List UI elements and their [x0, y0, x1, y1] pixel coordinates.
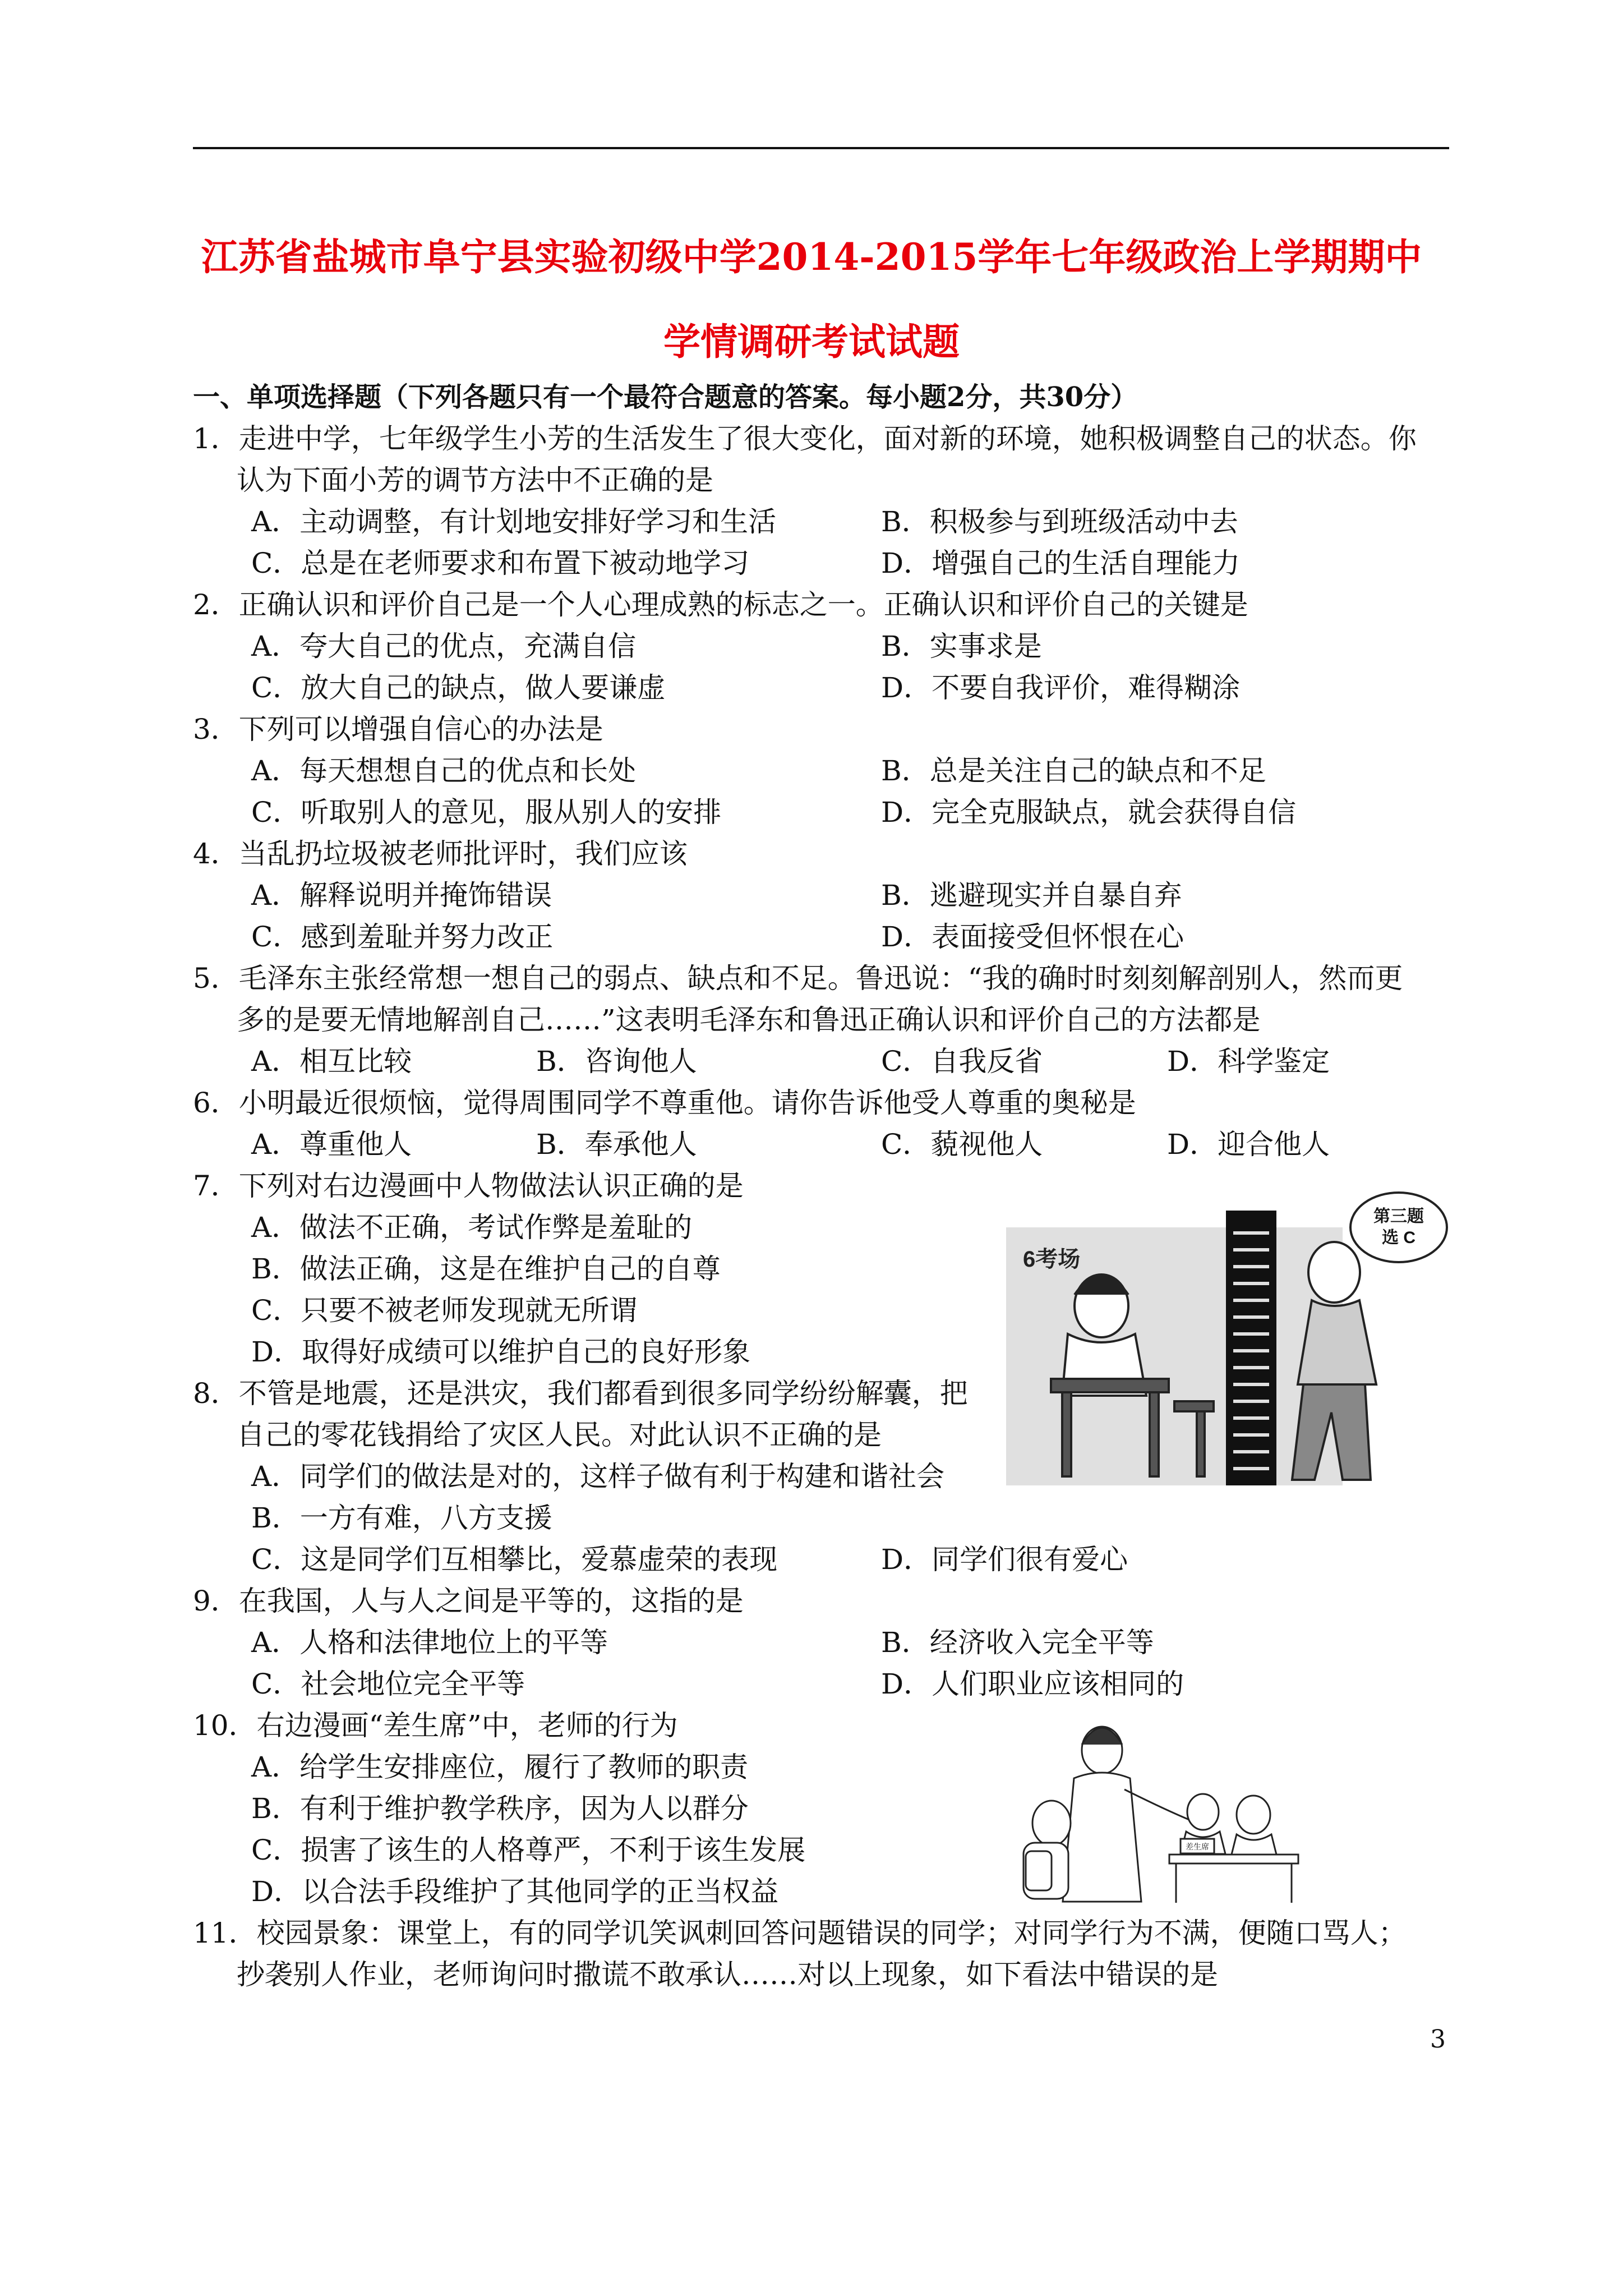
q9-option-c: C．社会地位完全平等 [251, 1668, 525, 1700]
q6-option-b: B．奉承他人 [536, 1128, 697, 1161]
speech-bubble-line-1: 第三题 [1373, 1207, 1424, 1226]
q1-option-c: C．总是在老师要求和布置下被动地学习 [251, 547, 750, 579]
question-8-stem: 8．不管是地震，还是洪灾，我们都看到很多同学纷纷解囊，把 [193, 1377, 968, 1410]
question-2-stem: 2．正确认识和评价自己是一个人心理成熟的标志之一。正确认识和评价自己的关键是 [193, 588, 1248, 621]
question-7-stem: 7．下列对右边漫画中人物做法认识正确的是 [193, 1170, 744, 1202]
q8-option-d: D．同学们很有爱心 [881, 1543, 1128, 1576]
q8-option-a: A．同学们的做法是对的，这样子做有利于构建和谐社会 [251, 1460, 945, 1493]
speech-bubble [1350, 1193, 1447, 1262]
wall-pattern [1233, 1233, 1269, 1469]
q1-option-a: A．主动调整，有计划地安排好学习和生活 [251, 505, 777, 538]
q5-option-a: A．相互比较 [251, 1045, 412, 1078]
question-11-stem: 11．校园景象：课堂上，有的同学讥笑讽刺回答问题错误的同学；对同学行为不满，便随口骂人； [193, 1917, 1407, 1949]
q10-option-b: B．有利于维护教学秩序，因为人以群分 [251, 1792, 749, 1825]
q4-option-c: C．感到羞耻并努力改正 [251, 921, 554, 953]
question-10-stem: 10．右边漫画“差生席”中，老师的行为 [193, 1709, 678, 1742]
speech-bubble-line-2: 选 C [1382, 1228, 1415, 1247]
q4-option-b: B．逃避现实并自暴自弃 [881, 879, 1182, 912]
student-with-backpack [1023, 1801, 1071, 1899]
title-line-1: 江苏省盐城市阜宁县实验初级中学2014-2015学年七年级政治上学期期中 [201, 235, 1422, 279]
q9-option-d: D．人们职业应该相同的 [881, 1668, 1184, 1700]
desk-legs [1176, 1864, 1292, 1903]
q1-option-d: D．增强自己的生活自理能力 [881, 547, 1241, 579]
q8-option-b: B．一方有难，八方支援 [251, 1502, 552, 1534]
q2-option-b: B．实事求是 [881, 630, 1042, 662]
q5-option-b: B．咨询他人 [536, 1045, 697, 1078]
q1-option-b: B．积极参与到班级活动中去 [881, 505, 1238, 538]
q2-option-d: D．不要自我评价，难得糊涂 [881, 671, 1241, 704]
q2-option-a: A．夸大自己的优点，充满自信 [251, 630, 637, 662]
question-8-stem-cont: 自己的零花钱捐给了灾区人民。对此认识不正确的是 [237, 1419, 882, 1451]
q9-option-a: A．人格和法律地位上的平等 [251, 1626, 608, 1659]
question-9-stem: 9．在我国，人与人之间是平等的，这指的是 [193, 1585, 744, 1617]
q9-option-b: B．经济收入完全平等 [881, 1626, 1154, 1659]
q3-option-d: D．完全克服缺点，就会获得自信 [881, 796, 1297, 829]
q5-option-c: C．自我反省 [881, 1045, 1043, 1078]
q7-option-b: B．做法正确，这是在维护自己的自尊 [251, 1253, 721, 1285]
question-4-stem: 4．当乱扔垃圾被老师批评时，我们应该 [193, 838, 688, 870]
q7-option-a: A．做法不正确，考试作弊是羞耻的 [251, 1211, 693, 1244]
question-6-stem: 6．小明最近很烦恼，觉得周围同学不尊重他。请你告诉他受人尊重的奥秘是 [193, 1087, 1136, 1119]
q3-option-b: B．总是关注自己的缺点和不足 [881, 754, 1266, 787]
q2-option-c: C．放大自己的缺点，做人要谦虚 [251, 671, 666, 704]
teacher-figure [1063, 1727, 1197, 1902]
q4-option-d: D．表面接受但怀恨在心 [881, 921, 1184, 953]
page-number: 3 [1430, 2025, 1446, 2054]
q6-option-d: D．迎合他人 [1167, 1128, 1330, 1161]
seat-sign-text: 差生席 [1186, 1843, 1209, 1852]
question-5-stem-cont: 多的是要无情地解剖自己……”这表明毛泽东和鲁迅正确认识和评价自己的方法都是 [237, 1004, 1261, 1036]
q5-option-d: D．科学鉴定 [1167, 1045, 1330, 1078]
poor-student-seat-cartoon [1012, 1722, 1315, 1907]
q10-option-d: D．以合法手段维护了其他同学的正当权益 [251, 1875, 779, 1908]
question-11-stem-cont: 抄袭别人作业，老师询问时撒谎不敢承认……对以上现象，如下看法中错误的是 [237, 1958, 1218, 1991]
exam-cheating-cartoon [1006, 1188, 1449, 1485]
classroom-desk [1169, 1855, 1298, 1864]
exam-room-sign: 6考场 [1023, 1247, 1081, 1272]
q7-option-c: C．只要不被老师发现就无所谓 [251, 1294, 638, 1327]
question-1-stem-cont: 认为下面小芳的调节方法中不正确的是 [237, 464, 713, 496]
title-line-2: 学情调研考试试题 [663, 320, 960, 364]
header-rule [193, 147, 1449, 149]
q10-option-c: C．损害了该生的人格尊严，不利于该生发展 [251, 1834, 806, 1866]
question-3-stem: 3．下列可以增强自信心的办法是 [193, 713, 603, 746]
q8-option-c: C．这是同学们互相攀比，爱慕虚荣的表现 [251, 1543, 778, 1576]
divider-wall [1226, 1211, 1276, 1485]
question-5-stem: 5．毛泽东主张经常想一想自己的弱点、缺点和不足。鲁迅说：“我的确时时刻刻解剖别人，然而更 [193, 962, 1403, 995]
q7-option-d: D．取得好成绩可以维护自己的良好形象 [251, 1336, 751, 1368]
q10-option-a: A．给学生安排座位，履行了教师的职责 [251, 1751, 749, 1783]
q6-option-c: C．藐视他人 [881, 1128, 1043, 1161]
q3-option-c: C．听取别人的意见，服从别人的安排 [251, 796, 722, 829]
q4-option-a: A．解释说明并掩饰错误 [251, 879, 552, 912]
q3-option-a: A．每天想想自己的优点和长处 [251, 754, 637, 787]
question-1-stem: 1．走进中学，七年级学生小芳的生活发生了很大变化，面对新的环境，她积极调整自己的状态。你 [193, 422, 1417, 455]
q6-option-a: A．尊重他人 [251, 1128, 412, 1161]
section-heading: 一、单项选择题（下列各题只有一个最符合题意的答案。每小题2分，共30分） [193, 381, 1138, 413]
